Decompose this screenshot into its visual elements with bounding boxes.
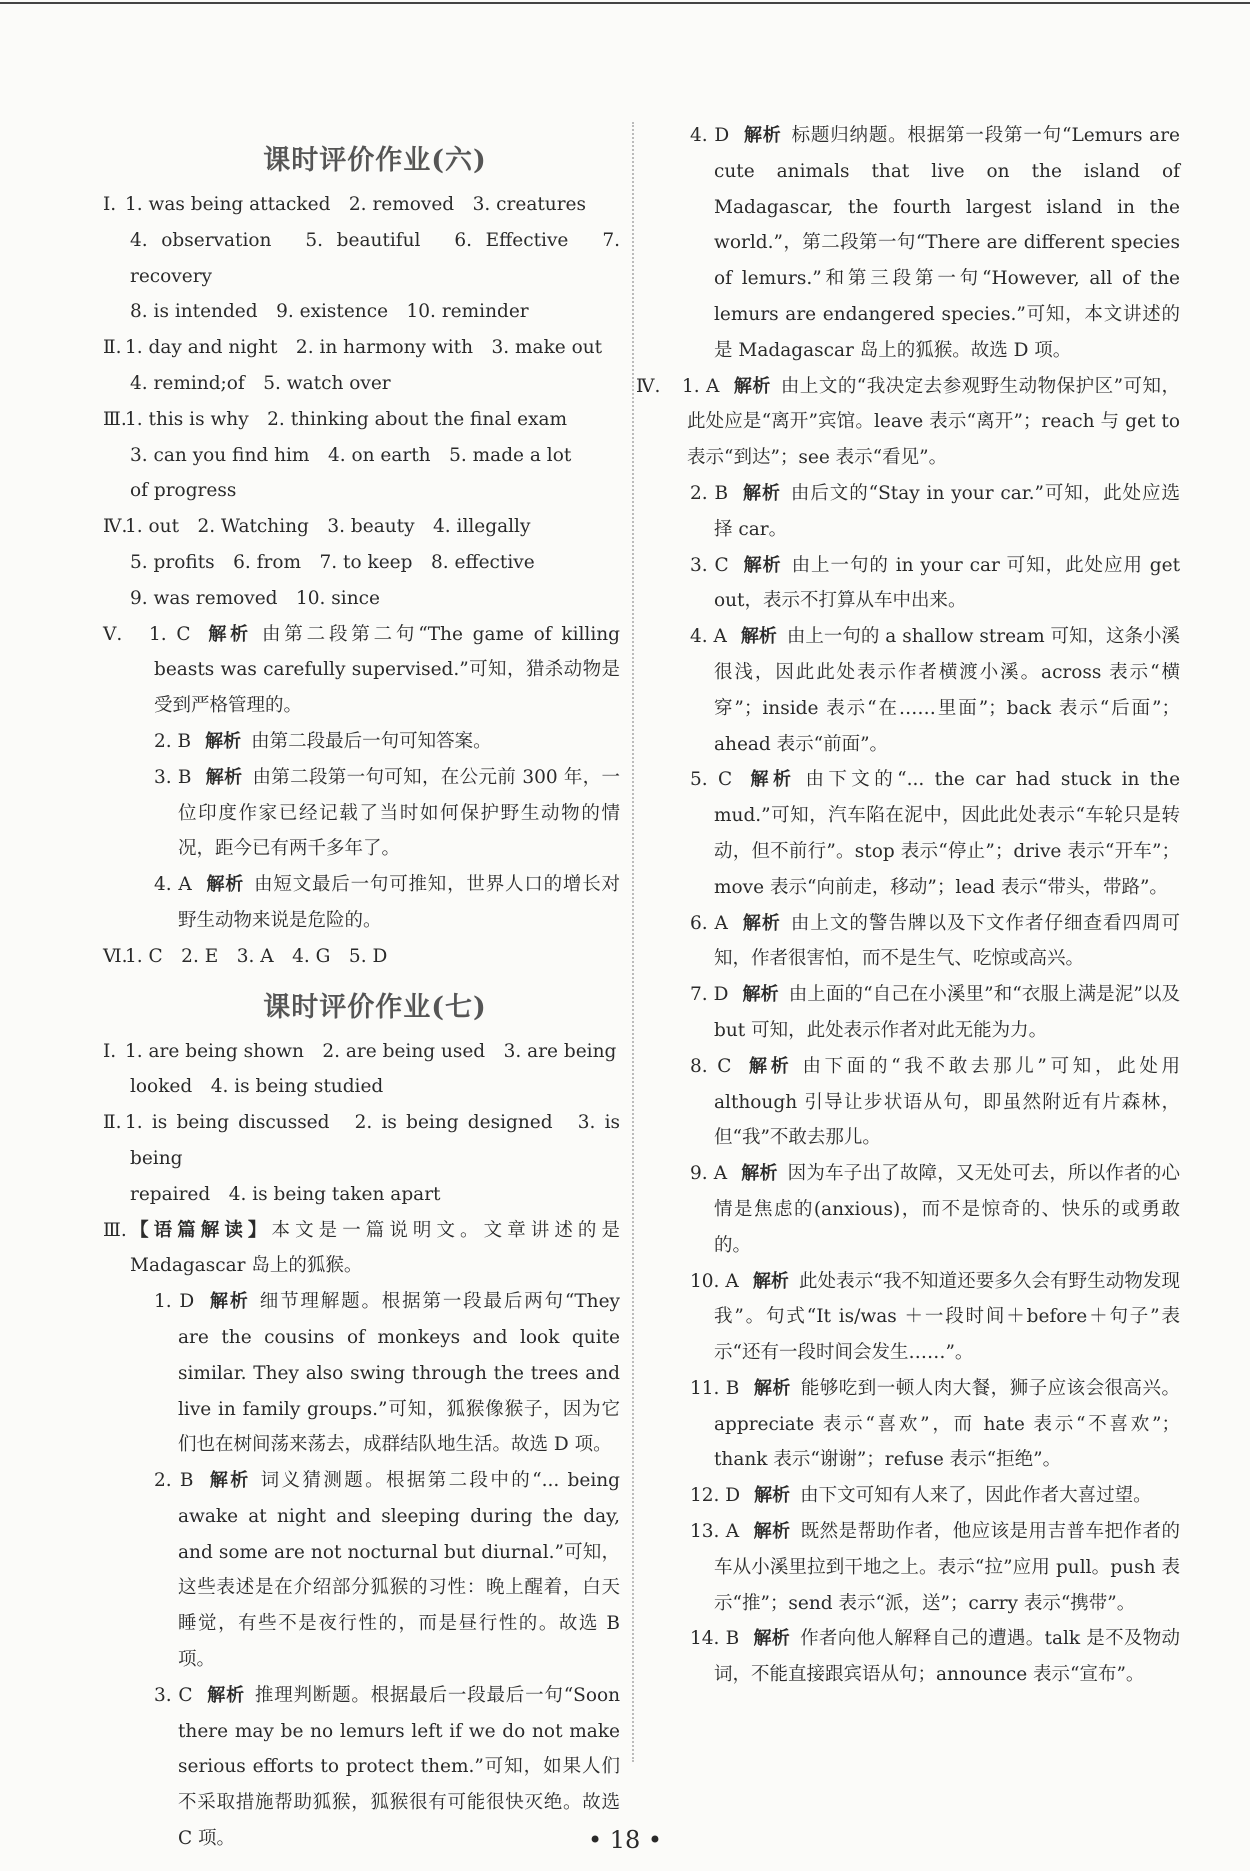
answer-number: 3. B xyxy=(154,766,192,788)
explanation-text: 因为车子出了故障，又无处可去，所以作者的心情是焦虑的(anxious)，而不是惊奇的、快乐的或勇敢的。 xyxy=(714,1163,1180,1256)
v-wrap xyxy=(130,867,620,939)
jiexi-label: 解析 xyxy=(742,984,779,1006)
answer-text: 1. C 2. E 3. A 4. G 5. D xyxy=(125,945,388,967)
iv-wrap xyxy=(690,619,1180,762)
explanation-item xyxy=(690,977,1180,1049)
v-wrap xyxy=(103,617,620,724)
explanation-text: 由下文的“... the car had stuck in the mud.”可知，汽车陷在泥中，因此此处表示“车轮只是转动，但不前行”。stop 表示“停止”；drive 表示“开车”；move 表示“向前走，移动”；lead 表示“带头，带路”。 xyxy=(714,769,1181,898)
iv-wrap xyxy=(690,1621,1180,1693)
explanation-item xyxy=(690,1371,1180,1478)
iv-wrap xyxy=(690,476,1180,548)
answer-number: 4. A xyxy=(154,874,192,896)
answer-line xyxy=(130,545,620,581)
explanation-text: 由下面的“我不敢去那儿”可知，此处用 although 引导让步状语从句，即虽然附近有片森林，但“我”不敢去那儿。 xyxy=(714,1055,1181,1149)
explanation-text: 由第二段第二句“The game of killing beasts was carefully supervised.”可知，猎杀动物是受到严格管理的。 xyxy=(154,623,620,717)
explanation-item xyxy=(690,906,1180,978)
answer-section xyxy=(103,509,620,616)
answer-text: 5. profits 6. from 7. to keep 8. effective xyxy=(130,551,535,573)
answer-number: 4. A xyxy=(690,626,727,648)
section-mark: Ⅴ. xyxy=(103,623,123,645)
iv-wrap xyxy=(690,1049,1180,1156)
explanation-text: 由上文的“我决定去参观野生动物保护区”可知，此处应是“离开”宾馆。leave 表示“离开”；reach 与 get to 表示“到达”；see 表示“看见”。 xyxy=(687,375,1181,469)
explanation-item xyxy=(690,548,1180,620)
answer-text: 4. observation 5. beautiful 6. Effective 7. recovery xyxy=(130,229,620,287)
answer-line xyxy=(130,223,620,295)
explanation-text: 推理判断题。根据最后一段最后一句“Soon there may be no lemurs left if we do not make serious efforts to protect them.”可知，如果人们不采取措施帮助狐猴，狐猴很有可能很快灭绝。故选 C 项。 xyxy=(178,1684,621,1850)
jiexi-label: 解析 xyxy=(753,1521,791,1543)
section-vi xyxy=(103,939,620,975)
explanation-item xyxy=(154,1463,620,1678)
iv-wrap xyxy=(690,1156,1180,1263)
explanation-text: 作者向他人解释自己的遭遇。talk 是不及物动词，不能直接跟宾语从句；announce 表示“宣布”。 xyxy=(714,1628,1180,1686)
explanation-text: 能够吃到一顿人肉大餐，狮子应该会很高兴。appreciate 表示“喜欢”，而 hate 表示“不喜欢”；thank 表示“谢谢”；refuse 表示“拒绝”。 xyxy=(714,1377,1180,1471)
answer-text: 1. this is why 2. thinking about the final exam xyxy=(125,408,568,430)
answer-text: of progress xyxy=(130,480,237,502)
answer-line xyxy=(103,1105,620,1177)
explanation-text: 由上文的警告牌以及下文作者仔细查看四周可知，作者很害怕，而不是生气、吃惊或高兴。 xyxy=(714,912,1180,970)
v-wrap xyxy=(130,760,620,867)
answer-number: 1. A xyxy=(682,375,720,397)
answer-text: 1. are being shown 2. are being used 3. are being xyxy=(125,1040,617,1062)
jiexi-label: 解析 xyxy=(746,769,796,791)
answer-number: 6. A xyxy=(690,912,728,934)
iii-wrap xyxy=(130,1463,620,1678)
answer-line xyxy=(130,581,620,617)
answer-line xyxy=(130,294,620,330)
answer-text: 9. was removed 10. since xyxy=(130,587,380,609)
iii-wrap xyxy=(130,1284,620,1463)
answer-text: looked 4. is being studied xyxy=(130,1076,384,1098)
iv-wrap xyxy=(690,906,1180,978)
jiexi-label: 解析 xyxy=(754,1485,791,1507)
jiexi-label: 解析 xyxy=(753,1377,791,1399)
top-rule xyxy=(0,2,1250,4)
answer-text: 8. is intended 9. existence 10. reminder xyxy=(130,301,529,323)
section-mark: Ⅵ. xyxy=(103,945,128,967)
answer-line xyxy=(103,330,620,366)
answer-text: repaired 4. is being taken apart xyxy=(130,1183,441,1205)
answer-number: 4. D xyxy=(690,125,730,146)
explanation-text: 标题归纳题。根据第一段第一句“Lemurs are cute animals that live on the island of Madagascar, the fourth largest island in the world.”，第二段第一句“There are different species of lemurs.”和第三段第一句“However, all of the lemurs are endangered species.”可知，本文讲述的是 Madagascar 岛上的狐猴。故选 D 项。 xyxy=(714,125,1180,361)
answer-line xyxy=(130,438,620,474)
jiexi-label: 解析 xyxy=(207,1470,251,1492)
answer-number: 13. A xyxy=(690,1521,740,1543)
answer-number: 1. D xyxy=(154,1291,195,1313)
left-column xyxy=(103,128,621,1857)
intro-label: 【语篇解读】 xyxy=(125,1219,272,1241)
answer-line xyxy=(130,1069,620,1105)
intro-text: 本文是一篇说明文。文章讲述的是 Madagascar 岛上的狐猴。 xyxy=(130,1219,620,1277)
answer-number: 3. C xyxy=(690,554,729,576)
explanation-item xyxy=(690,1156,1180,1263)
explanation-text: 细节理解题。根据第一段最后两句“They are the cousins of monkeys and look quite similar. They also swing through the trees and live in family groups.”可知，狐猴像猴子，因为它们也在树间荡来荡去，成群结队地生活。故选 D 项。 xyxy=(178,1291,620,1456)
answer-number: 1. C xyxy=(149,623,191,645)
jiexi-label: 解析 xyxy=(741,1163,778,1185)
answer-number: 2. B xyxy=(154,730,192,752)
answer-number: 14. B xyxy=(690,1628,740,1650)
explanation-text: 由上一句的 in your car 可知，此处应用 get out，表示不打算从车中出来。 xyxy=(714,554,1181,612)
iv-wrap xyxy=(636,369,1181,476)
explanation-text: 由上一句的 a shallow stream 可知，这条小溪很浅，因此此处表示作者横渡小溪。across 表示“横穿”；inside 表示“在……里面”；back 表示“后面”；ahead 表示“前面”。 xyxy=(714,626,1180,755)
answer-number: 3. C xyxy=(154,1684,193,1706)
page-number: • 18 • xyxy=(587,1826,663,1854)
explanation-item xyxy=(690,762,1180,905)
explanation-item xyxy=(690,1049,1180,1156)
answer-section xyxy=(103,1105,620,1212)
answer-line xyxy=(103,1034,620,1070)
answer-number: 12. D xyxy=(690,1485,741,1507)
answer-text: 4. remind;of 5. watch over xyxy=(130,372,391,394)
answer-text: 1. day and night 2. in harmony with 3. make out xyxy=(125,337,603,359)
explanation-text: 由第二段第一句可知，在公元前 300 年，一位印度作家已经记载了当时如何保护野生动物的情况，距今已有两千多年了。 xyxy=(178,766,620,860)
jiexi-label: 解析 xyxy=(205,766,243,788)
jiexi-label: 解析 xyxy=(743,125,782,146)
explanation-text: 此处表示“我不知道还要多久会有野生动物发现我”。句式“It is/was ＋一段时间＋before＋句子”表示“还有一段时间会发生……”。 xyxy=(714,1270,1180,1364)
jiexi-label: 解析 xyxy=(741,912,781,934)
explanation-text: 由上面的“自己在小溪里”和“衣服上满是泥”以及 but 可知，此处表示作者对此无能为力。 xyxy=(714,984,1180,1041)
explanation-item xyxy=(690,118,1180,369)
jiexi-label: 解析 xyxy=(740,626,777,648)
jiexi-label: 解析 xyxy=(205,874,245,896)
section-mark: Ⅳ. xyxy=(103,516,128,538)
answer-number: 2. B xyxy=(154,1470,194,1492)
section-mark: Ⅱ. xyxy=(103,1112,122,1134)
answer-line xyxy=(130,1177,620,1213)
answer-section xyxy=(103,1034,620,1106)
iv-wrap xyxy=(690,1478,1180,1514)
iv-wrap xyxy=(690,1371,1180,1478)
iv-wrap xyxy=(690,1264,1180,1371)
explanation-text: 词义猜测题。根据第二段中的“... being awake at night and sleeping during the day, and some are not nocturnal but diurnal.”可知，这些表述是在介绍部分狐猴的习性：晚上醒着，白天睡觉，有些不是夜行性的，而是昼行性的。故选 B 项。 xyxy=(178,1470,620,1671)
iv-wrap xyxy=(690,977,1180,1049)
jiexi-label: 解析 xyxy=(733,375,771,397)
explanation-item xyxy=(636,369,1181,476)
passage-intro xyxy=(103,1213,620,1285)
answer-line xyxy=(130,366,620,402)
answer-section xyxy=(103,187,620,330)
explanation-text: 由短文最后一句可推知，世界人口的增长对野生动物来说是危险的。 xyxy=(178,874,620,931)
answer-number: 2. B xyxy=(690,482,729,504)
section-mark: Ⅲ. xyxy=(103,1219,127,1241)
heading-assignment-6: 课时评价作业(六) xyxy=(263,145,487,176)
answer-line xyxy=(103,187,620,223)
section-mark: Ⅰ. xyxy=(103,1040,117,1062)
explanation-item xyxy=(154,724,620,760)
answer-text: 1. was being attacked 2. removed 3. creatures xyxy=(125,194,587,215)
explanation-item xyxy=(690,476,1180,548)
iv-wrap xyxy=(690,548,1180,620)
explanation-text: 由下文可知有人来了，因此作者大喜过望。 xyxy=(800,1485,1152,1507)
answer-number: 10. A xyxy=(690,1270,739,1292)
explanation-item xyxy=(690,1621,1180,1693)
v-wrap xyxy=(130,724,620,760)
jiexi-label: 解析 xyxy=(208,1291,250,1313)
explanation-item xyxy=(154,867,620,939)
iv-wrap xyxy=(690,762,1180,905)
jiexi-label: 解析 xyxy=(205,730,242,752)
answer-number: 11. B xyxy=(690,1377,740,1399)
answer-line xyxy=(103,509,620,545)
explanation-item xyxy=(690,1514,1180,1621)
answer-number: 7. D xyxy=(690,984,729,1006)
jiexi-label: 解析 xyxy=(742,554,782,576)
explanation-item xyxy=(690,619,1180,762)
jiexi-label: 解析 xyxy=(206,1684,245,1706)
iv-wrap xyxy=(690,1514,1180,1621)
explanation-item xyxy=(690,1478,1180,1514)
jiexi-label: 解析 xyxy=(753,1628,791,1650)
answer-section xyxy=(103,330,620,402)
jiexi-label: 解析 xyxy=(745,1055,793,1077)
column-divider xyxy=(632,122,634,1762)
jiexi-label: 解析 xyxy=(204,623,252,645)
answer-text: 1. is being discussed 2. is being designed 3. is being xyxy=(125,1112,620,1169)
answer-section xyxy=(103,402,620,509)
section-mark: Ⅲ. xyxy=(103,408,127,430)
answer-text: 1. out 2. Watching 3. beauty 4. illegally xyxy=(125,516,531,538)
answer-text: 3. can you find him 4. on earth 5. made a lot xyxy=(130,444,572,466)
jiexi-label: 解析 xyxy=(742,482,781,504)
explanation-item xyxy=(690,1264,1180,1371)
section-mark: Ⅳ. xyxy=(636,375,661,397)
right-column xyxy=(636,118,1181,1693)
heading-assignment-7: 课时评价作业(七) xyxy=(263,991,487,1023)
answer-number: 9. A xyxy=(690,1163,728,1185)
explanation-item xyxy=(154,760,620,867)
answer-number: 8. C xyxy=(690,1055,732,1077)
jiexi-label: 解析 xyxy=(752,1270,789,1292)
explanation-text: 由后文的“Stay in your car.”可知，此处应选择 car。 xyxy=(714,482,1180,540)
explanation-item xyxy=(154,1284,620,1463)
explanation-text: 由第二段最后一句可知答案。 xyxy=(251,730,492,752)
explanation-text: 既然是帮助作者，他应该是用吉普车把作者的车从小溪里拉到干地之上。表示“拉”应用 pull。push 表示“推”；send 表示“派，送”；carry 表示“携带”。 xyxy=(714,1521,1180,1614)
section-mark: Ⅱ. xyxy=(103,337,122,359)
answer-line xyxy=(130,473,620,509)
answer-line xyxy=(103,402,620,438)
answer-number: 5. C xyxy=(690,769,733,791)
explanation-item xyxy=(103,617,620,724)
section-mark: Ⅰ. xyxy=(103,194,117,215)
